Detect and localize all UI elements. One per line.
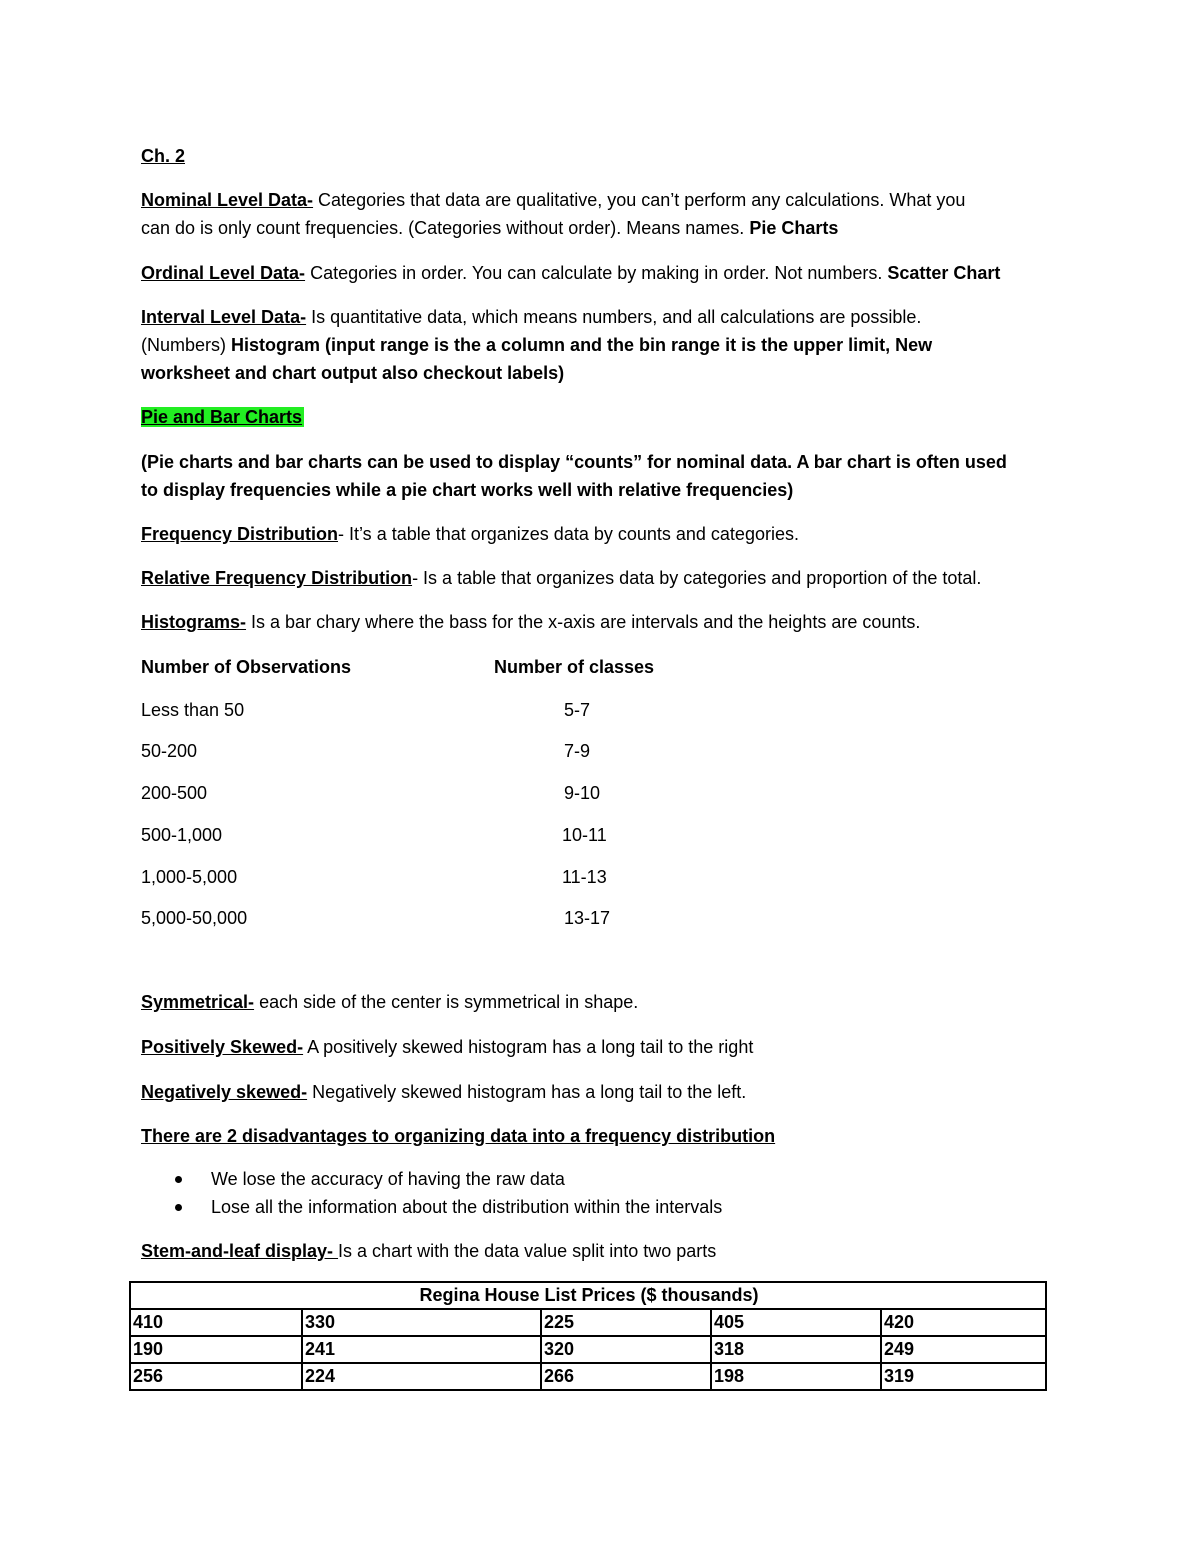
classes-header-classes: Number of classes <box>494 657 655 677</box>
table-cell: 249 <box>881 1336 1046 1363</box>
interval-line-1 <box>141 305 921 329</box>
classes-row-classes: 13-17 <box>564 908 611 928</box>
table-cell: 256 <box>130 1363 302 1390</box>
nominal-text-1: Categories that data are qualitative, you can’t perform any calculations. What you <box>313 190 966 210</box>
disadvantage-item: We lose the accuracy of having the raw data <box>211 1169 565 1189</box>
table-cell: 410 <box>130 1309 302 1336</box>
classes-header-obs: Number of Observations <box>141 657 352 677</box>
classes-row-classes: 7-9 <box>564 741 591 761</box>
disadvantages-title: There are 2 disadvantages to organizing data into a frequency distribution <box>141 1126 776 1146</box>
bullet-icon <box>175 1204 182 1211</box>
rel-freq-dist-line <box>141 566 981 590</box>
prices-table-title: Regina House List Prices ($ thousands) <box>130 1282 1046 1309</box>
stem-leaf-line <box>141 1239 716 1263</box>
rel-freq-dist-term: Relative Frequency Distribution <box>141 568 413 588</box>
histograms-term: Histograms- <box>141 612 247 632</box>
stem-leaf-term: Stem-and-leaf display- <box>141 1241 339 1261</box>
pos-skew-line <box>141 1035 753 1059</box>
nominal-chart: Pie Charts <box>749 218 839 238</box>
table-cell: 225 <box>541 1309 711 1336</box>
nominal-term: Nominal Level Data- <box>141 190 314 210</box>
rel-freq-dist-text: - Is a table that organizes data by categories and proportion of the total. <box>412 568 982 588</box>
table-row <box>130 1336 1046 1363</box>
ordinal-text: Categories in order. You can calculate by making in order. Not numbers. <box>305 263 888 283</box>
symmetrical-term: Symmetrical- <box>141 992 255 1012</box>
prices-table <box>129 1281 1047 1391</box>
table-cell: 266 <box>541 1363 711 1390</box>
section-pie-bar <box>141 405 304 429</box>
classes-row-classes: 5-7 <box>564 700 591 720</box>
pos-skew-term: Positively Skewed- <box>141 1037 304 1057</box>
interval-line-3: worksheet and chart output also checkout labels) <box>141 363 565 383</box>
table-row <box>130 1363 1046 1390</box>
table-cell: 320 <box>541 1336 711 1363</box>
table-cell: 330 <box>302 1309 541 1336</box>
pie-bar-note-2: to display frequencies while a pie chart works well with relative frequencies) <box>141 480 794 500</box>
section-pie-bar-title: Pie and Bar Charts <box>141 407 303 427</box>
table-cell: 319 <box>881 1363 1046 1390</box>
classes-row-classes: 10-11 <box>562 825 607 845</box>
ordinal-term: Ordinal Level Data- <box>141 263 306 283</box>
pie-bar-note-1: (Pie charts and bar charts can be used to display “counts” for nominal data. A bar chart is often used <box>141 452 1007 472</box>
neg-skew-text: Negatively skewed histogram has a long tail to the left. <box>307 1082 747 1102</box>
table-cell: 318 <box>711 1336 881 1363</box>
interval-term: Interval Level Data- <box>141 307 307 327</box>
interval-line-2 <box>141 333 932 357</box>
table-cell: 198 <box>711 1363 881 1390</box>
interval-text-1: Is quantitative data, which means numbers, and all calculations are possible. <box>306 307 922 327</box>
table-cell: 420 <box>881 1309 1046 1336</box>
neg-skew-term: Negatively skewed- <box>141 1082 308 1102</box>
histograms-line <box>141 610 920 634</box>
disadvantage-item: Lose all the information about the distribution within the intervals <box>211 1197 723 1217</box>
nominal-line-2 <box>141 216 838 240</box>
table-cell: 241 <box>302 1336 541 1363</box>
stem-leaf-text: Is a chart with the data value split into two parts <box>338 1241 717 1261</box>
neg-skew-line <box>141 1080 746 1104</box>
freq-dist-text: - It’s a table that organizes data by counts and categories. <box>338 524 799 544</box>
classes-row-obs: Less than 50 <box>141 700 245 720</box>
freq-dist-line <box>141 522 799 546</box>
interval-text-2-plain: (Numbers) <box>141 335 232 355</box>
classes-row-obs: 1,000-5,000 <box>141 867 238 887</box>
chapter-heading: Ch. 2 <box>141 146 186 166</box>
classes-row-classes: 11-13 <box>562 867 607 887</box>
histograms-text: Is a bar chary where the bass for the x-axis are intervals and the heights are counts. <box>246 612 921 632</box>
nominal-text-2: can do is only count frequencies. (Categories without order). Means names. <box>141 218 750 238</box>
classes-row-obs: 500-1,000 <box>141 825 223 845</box>
nominal-line-1 <box>141 188 965 212</box>
ordinal-line <box>141 261 1000 285</box>
symmetrical-text: each side of the center is symmetrical in shape. <box>254 992 639 1012</box>
symmetrical-line <box>141 990 638 1014</box>
table-row <box>130 1309 1046 1336</box>
pos-skew-text: A positively skewed histogram has a long tail to the right <box>303 1037 754 1057</box>
interval-text-2-bold: Histogram (input range is the a column and the bin range it is the upper limit, New <box>231 335 933 355</box>
classes-row-obs: 200-500 <box>141 783 208 803</box>
ordinal-chart: Scatter Chart <box>887 263 1001 283</box>
table-cell: 190 <box>130 1336 302 1363</box>
table-cell: 405 <box>711 1309 881 1336</box>
classes-row-obs: 50-200 <box>141 741 198 761</box>
table-cell: 224 <box>302 1363 541 1390</box>
bullet-icon <box>175 1176 182 1183</box>
classes-row-obs: 5,000-50,000 <box>141 908 248 928</box>
freq-dist-term: Frequency Distribution <box>141 524 339 544</box>
classes-row-classes: 9-10 <box>564 783 601 803</box>
table-header-row <box>130 1282 1046 1309</box>
